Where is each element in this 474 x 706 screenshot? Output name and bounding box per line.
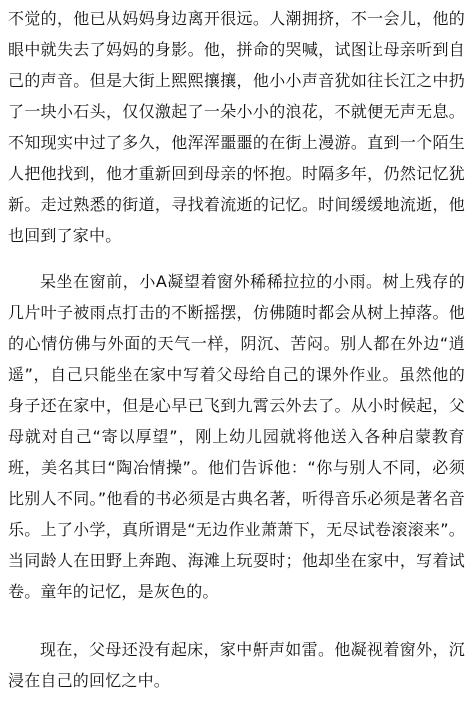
- paragraph-3: 现在，父母还没有起床，家中鼾声如雷。他凝视着窗外，沉浸在自己的回忆之中。: [8, 640, 465, 690]
- paragraph-1: 不觉的，他已从妈妈身边离开很远。人潮拥挤，不一会儿，他的眼中就失去了妈妈的身影。他，拼命的哭喊，试图让母亲听到自己的声音。但是大街上熙熙攘攘，他小小声音犹如往长江之中扔了一块小石头，仅仅激起了一朵小小的浪花，不就便无声无息。不知现实中过了多久，他浑浑噩噩的在街上漫游。直到一个陌生人把他找到，他才重新回到母亲的怀抱。时隔多年，仍然记忆犹新。走过熟悉的街道，寻找着流逝的记忆。时间缓缓地流逝，他也回到了家中。: [8, 9, 465, 245]
- paragraph-2: 呆坐在窗前，小A凝望着窗外稀稀拉拉的小雨。树上残存的几片叶子被雨点打击的不断摇摆，仿佛随时都会从树上掉落。他的心情仿佛与外面的天气一样，阴沉、苦闷。别人都在外边“逍遥”，自己只能坐在家中写着父母给自己的课外作业。虽然他的身子还在家中，但是心早已飞到九霄云外去了。从小时候起，父母就对自己“寄以厚望”，刚上幼儿园就将他送入各种启蒙教育班，美名其曰“陶冶情操”。他们告诉他：“你与别人不同，必须比别人不同。”他看的书必须是古典名著，听得音乐必须是著名音乐。上了小学，真所谓是“无边作业萧萧下，无尽试卷滚滚来”。当同龄人在田野上奔跑、海滩上玩耍时；他却坐在家中，写着试卷。童年的记忆，是灰色的。: [8, 272, 465, 601]
